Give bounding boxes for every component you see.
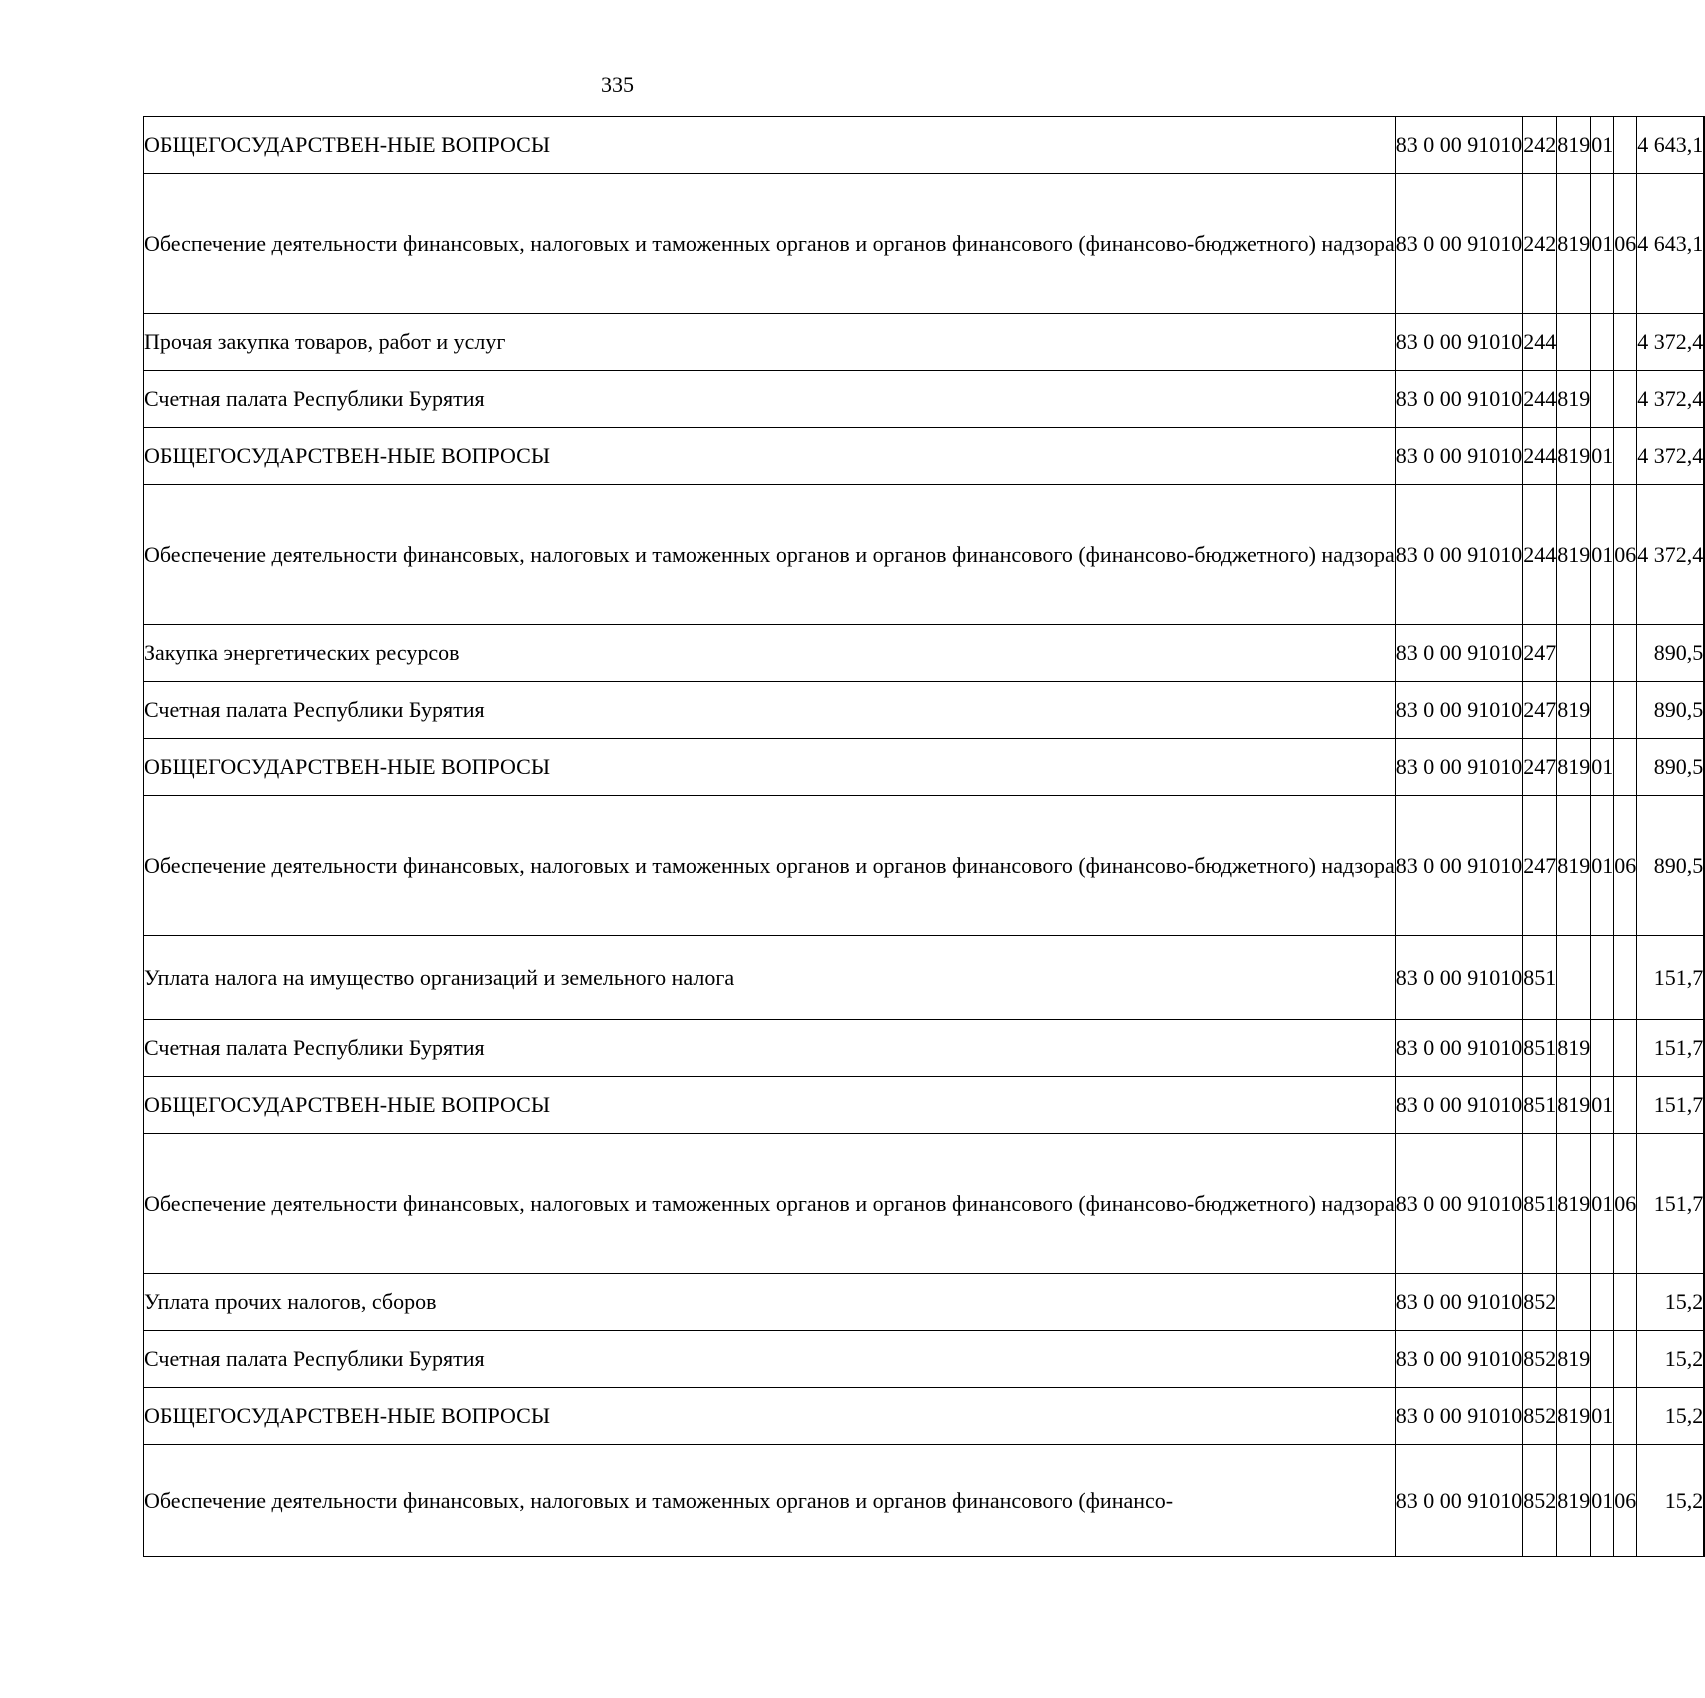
target-code-cell: 83 0 00 91010 bbox=[1395, 1020, 1523, 1077]
table-row bbox=[144, 1077, 1705, 1134]
table-row bbox=[144, 739, 1705, 796]
subsection-code-cell bbox=[1614, 739, 1637, 796]
budget-manager-code-cell bbox=[1557, 625, 1591, 682]
target-code-cell: 83 0 00 91010 bbox=[1395, 428, 1523, 485]
target-code-cell: 83 0 00 91010 bbox=[1395, 314, 1523, 371]
budget-manager-code-cell: 819 bbox=[1557, 1331, 1591, 1388]
subsection-code-cell bbox=[1614, 428, 1637, 485]
budget-manager-code-cell: 819 bbox=[1557, 117, 1591, 174]
target-code-cell: 83 0 00 91010 bbox=[1395, 371, 1523, 428]
subsection-code-cell bbox=[1614, 314, 1637, 371]
expense-type-cell: 244 bbox=[1523, 314, 1557, 371]
budget-manager-code-cell: 819 bbox=[1557, 682, 1591, 739]
amount-cell: 151,7 bbox=[1637, 1134, 1704, 1274]
section-code-cell: 01 bbox=[1591, 428, 1614, 485]
budget-manager-code-cell: 819 bbox=[1557, 174, 1591, 314]
subsection-code-cell: 06 bbox=[1614, 174, 1637, 314]
row-name-cell: Счетная палата Республики Бурятия bbox=[144, 1020, 1396, 1077]
budget-manager-code-cell: 819 bbox=[1557, 1020, 1591, 1077]
row-name-cell: Закупка энергетических ресурсов bbox=[144, 625, 1396, 682]
budget-manager-code-cell: 819 bbox=[1557, 428, 1591, 485]
subsection-code-cell bbox=[1614, 936, 1637, 1020]
amount-cell: 4 643,1 bbox=[1637, 117, 1704, 174]
expense-type-cell: 851 bbox=[1523, 936, 1557, 1020]
expense-type-cell: 852 bbox=[1523, 1331, 1557, 1388]
expense-type-cell: 242 bbox=[1523, 117, 1557, 174]
amount-cell: 15,2 bbox=[1637, 1388, 1704, 1445]
section-code-cell: 01 bbox=[1591, 1388, 1614, 1445]
target-code-cell: 83 0 00 91010 bbox=[1395, 796, 1523, 936]
target-code-cell: 83 0 00 91010 bbox=[1395, 936, 1523, 1020]
expense-type-cell: 852 bbox=[1523, 1445, 1557, 1557]
expense-type-cell: 852 bbox=[1523, 1388, 1557, 1445]
expense-type-cell: 852 bbox=[1523, 1274, 1557, 1331]
subsection-code-cell bbox=[1614, 1274, 1637, 1331]
amount-cell: 4 372,4 bbox=[1637, 485, 1704, 625]
target-code-cell: 83 0 00 91010 bbox=[1395, 1077, 1523, 1134]
row-name-cell: Счетная палата Республики Бурятия bbox=[144, 371, 1396, 428]
expense-type-cell: 247 bbox=[1523, 682, 1557, 739]
section-code-cell bbox=[1591, 936, 1614, 1020]
section-code-cell bbox=[1591, 682, 1614, 739]
budget-manager-code-cell: 819 bbox=[1557, 1445, 1591, 1557]
amount-cell: 151,7 bbox=[1637, 1020, 1704, 1077]
table-row bbox=[144, 428, 1705, 485]
budget-manager-code-cell: 819 bbox=[1557, 1388, 1591, 1445]
target-code-cell: 83 0 00 91010 bbox=[1395, 739, 1523, 796]
expense-type-cell: 851 bbox=[1523, 1134, 1557, 1274]
section-code-cell: 01 bbox=[1591, 1077, 1614, 1134]
subsection-code-cell: 06 bbox=[1614, 1134, 1637, 1274]
page-number: 335 bbox=[601, 72, 634, 97]
budget-table bbox=[143, 116, 1705, 1557]
target-code-cell: 83 0 00 91010 bbox=[1395, 1388, 1523, 1445]
amount-cell: 151,7 bbox=[1637, 936, 1704, 1020]
section-code-cell: 01 bbox=[1591, 117, 1614, 174]
expense-type-cell: 244 bbox=[1523, 485, 1557, 625]
expense-type-cell: 851 bbox=[1523, 1077, 1557, 1134]
section-code-cell: 01 bbox=[1591, 174, 1614, 314]
budget-manager-code-cell bbox=[1557, 936, 1591, 1020]
amount-cell: 4 372,4 bbox=[1637, 428, 1704, 485]
row-name-cell: ОБЩЕГОСУДАРСТВЕН-НЫЕ ВОПРОСЫ bbox=[144, 1077, 1396, 1134]
section-code-cell: 01 bbox=[1591, 1445, 1614, 1557]
table-row bbox=[144, 1020, 1705, 1077]
row-name-cell: ОБЩЕГОСУДАРСТВЕН-НЫЕ ВОПРОСЫ bbox=[144, 428, 1396, 485]
row-name-cell: Обеспечение деятельности финансовых, налоговых и таможенных органов и органов финансового (финансово-бюджетного) надзора bbox=[144, 174, 1396, 314]
table-row bbox=[144, 1274, 1705, 1331]
subsection-code-cell bbox=[1614, 625, 1637, 682]
subsection-code-cell: 06 bbox=[1614, 485, 1637, 625]
amount-cell: 4 643,1 bbox=[1637, 174, 1704, 314]
table-row bbox=[144, 796, 1705, 936]
expense-type-cell: 244 bbox=[1523, 428, 1557, 485]
target-code-cell: 83 0 00 91010 bbox=[1395, 174, 1523, 314]
expense-type-cell: 242 bbox=[1523, 174, 1557, 314]
table-row bbox=[144, 682, 1705, 739]
budget-manager-code-cell: 819 bbox=[1557, 485, 1591, 625]
section-code-cell: 01 bbox=[1591, 739, 1614, 796]
row-name-cell: ОБЩЕГОСУДАРСТВЕН-НЫЕ ВОПРОСЫ bbox=[144, 117, 1396, 174]
amount-cell: 151,7 bbox=[1637, 1077, 1704, 1134]
expense-type-cell: 851 bbox=[1523, 1020, 1557, 1077]
table-row bbox=[144, 314, 1705, 371]
row-name-cell: ОБЩЕГОСУДАРСТВЕН-НЫЕ ВОПРОСЫ bbox=[144, 1388, 1396, 1445]
section-code-cell: 01 bbox=[1591, 485, 1614, 625]
table-row bbox=[144, 371, 1705, 428]
amount-cell: 890,5 bbox=[1637, 682, 1704, 739]
section-code-cell bbox=[1591, 625, 1614, 682]
amount-cell: 890,5 bbox=[1637, 739, 1704, 796]
row-name-cell: Обеспечение деятельности финансовых, налоговых и таможенных органов и органов финансового (финансово-бюджетного) надзора bbox=[144, 485, 1396, 625]
target-code-cell: 83 0 00 91010 bbox=[1395, 485, 1523, 625]
target-code-cell: 83 0 00 91010 bbox=[1395, 117, 1523, 174]
subsection-code-cell bbox=[1614, 1388, 1637, 1445]
subsection-code-cell: 06 bbox=[1614, 1445, 1637, 1557]
budget-manager-code-cell: 819 bbox=[1557, 1134, 1591, 1274]
expense-type-cell: 247 bbox=[1523, 796, 1557, 936]
row-name-cell: Обеспечение деятельности финансовых, налоговых и таможенных органов и органов финансового (финансо- bbox=[144, 1445, 1396, 1557]
table-row bbox=[144, 936, 1705, 1020]
row-name-cell: Обеспечение деятельности финансовых, налоговых и таможенных органов и органов финансового (финансово-бюджетного) надзора bbox=[144, 1134, 1396, 1274]
amount-cell: 4 372,4 bbox=[1637, 314, 1704, 371]
section-code-cell bbox=[1591, 314, 1614, 371]
budget-manager-code-cell: 819 bbox=[1557, 1077, 1591, 1134]
amount-cell: 4 372,4 bbox=[1637, 371, 1704, 428]
target-code-cell: 83 0 00 91010 bbox=[1395, 682, 1523, 739]
section-code-cell: 01 bbox=[1591, 796, 1614, 936]
table-row bbox=[144, 1445, 1705, 1557]
row-name-cell: ОБЩЕГОСУДАРСТВЕН-НЫЕ ВОПРОСЫ bbox=[144, 739, 1396, 796]
row-name-cell: Прочая закупка товаров, работ и услуг bbox=[144, 314, 1396, 371]
budget-manager-code-cell: 819 bbox=[1557, 371, 1591, 428]
section-code-cell bbox=[1591, 371, 1614, 428]
subsection-code-cell: 06 bbox=[1614, 796, 1637, 936]
amount-cell: 15,2 bbox=[1637, 1445, 1704, 1557]
table-row bbox=[144, 174, 1705, 314]
amount-cell: 890,5 bbox=[1637, 796, 1704, 936]
table-row bbox=[144, 1388, 1705, 1445]
amount-cell: 890,5 bbox=[1637, 625, 1704, 682]
table-row bbox=[144, 1134, 1705, 1274]
section-code-cell bbox=[1591, 1274, 1614, 1331]
budget-manager-code-cell bbox=[1557, 314, 1591, 371]
row-name-cell: Счетная палата Республики Бурятия bbox=[144, 682, 1396, 739]
expense-type-cell: 247 bbox=[1523, 625, 1557, 682]
amount-cell: 15,2 bbox=[1637, 1274, 1704, 1331]
table-row bbox=[144, 1331, 1705, 1388]
target-code-cell: 83 0 00 91010 bbox=[1395, 1134, 1523, 1274]
expense-type-cell: 244 bbox=[1523, 371, 1557, 428]
subsection-code-cell bbox=[1614, 371, 1637, 428]
expense-type-cell: 247 bbox=[1523, 739, 1557, 796]
row-name-cell: Уплата налога на имущество организаций и земельного налога bbox=[144, 936, 1396, 1020]
budget-manager-code-cell: 819 bbox=[1557, 739, 1591, 796]
target-code-cell: 83 0 00 91010 bbox=[1395, 1274, 1523, 1331]
amount-cell: 15,2 bbox=[1637, 1331, 1704, 1388]
table-row bbox=[144, 625, 1705, 682]
target-code-cell: 83 0 00 91010 bbox=[1395, 1331, 1523, 1388]
section-code-cell: 01 bbox=[1591, 1134, 1614, 1274]
section-code-cell bbox=[1591, 1020, 1614, 1077]
row-name-cell: Счетная палата Республики Бурятия bbox=[144, 1331, 1396, 1388]
section-code-cell bbox=[1591, 1331, 1614, 1388]
target-code-cell: 83 0 00 91010 bbox=[1395, 1445, 1523, 1557]
target-code-cell: 83 0 00 91010 bbox=[1395, 625, 1523, 682]
subsection-code-cell bbox=[1614, 1077, 1637, 1134]
row-name-cell: Обеспечение деятельности финансовых, налоговых и таможенных органов и органов финансового (финансово-бюджетного) надзора bbox=[144, 796, 1396, 936]
table-row bbox=[144, 117, 1705, 174]
subsection-code-cell bbox=[1614, 682, 1637, 739]
budget-table-body bbox=[144, 117, 1705, 1557]
row-name-cell: Уплата прочих налогов, сборов bbox=[144, 1274, 1396, 1331]
table-row bbox=[144, 485, 1705, 625]
subsection-code-cell bbox=[1614, 117, 1637, 174]
subsection-code-cell bbox=[1614, 1020, 1637, 1077]
budget-manager-code-cell: 819 bbox=[1557, 796, 1591, 936]
subsection-code-cell bbox=[1614, 1331, 1637, 1388]
budget-manager-code-cell bbox=[1557, 1274, 1591, 1331]
